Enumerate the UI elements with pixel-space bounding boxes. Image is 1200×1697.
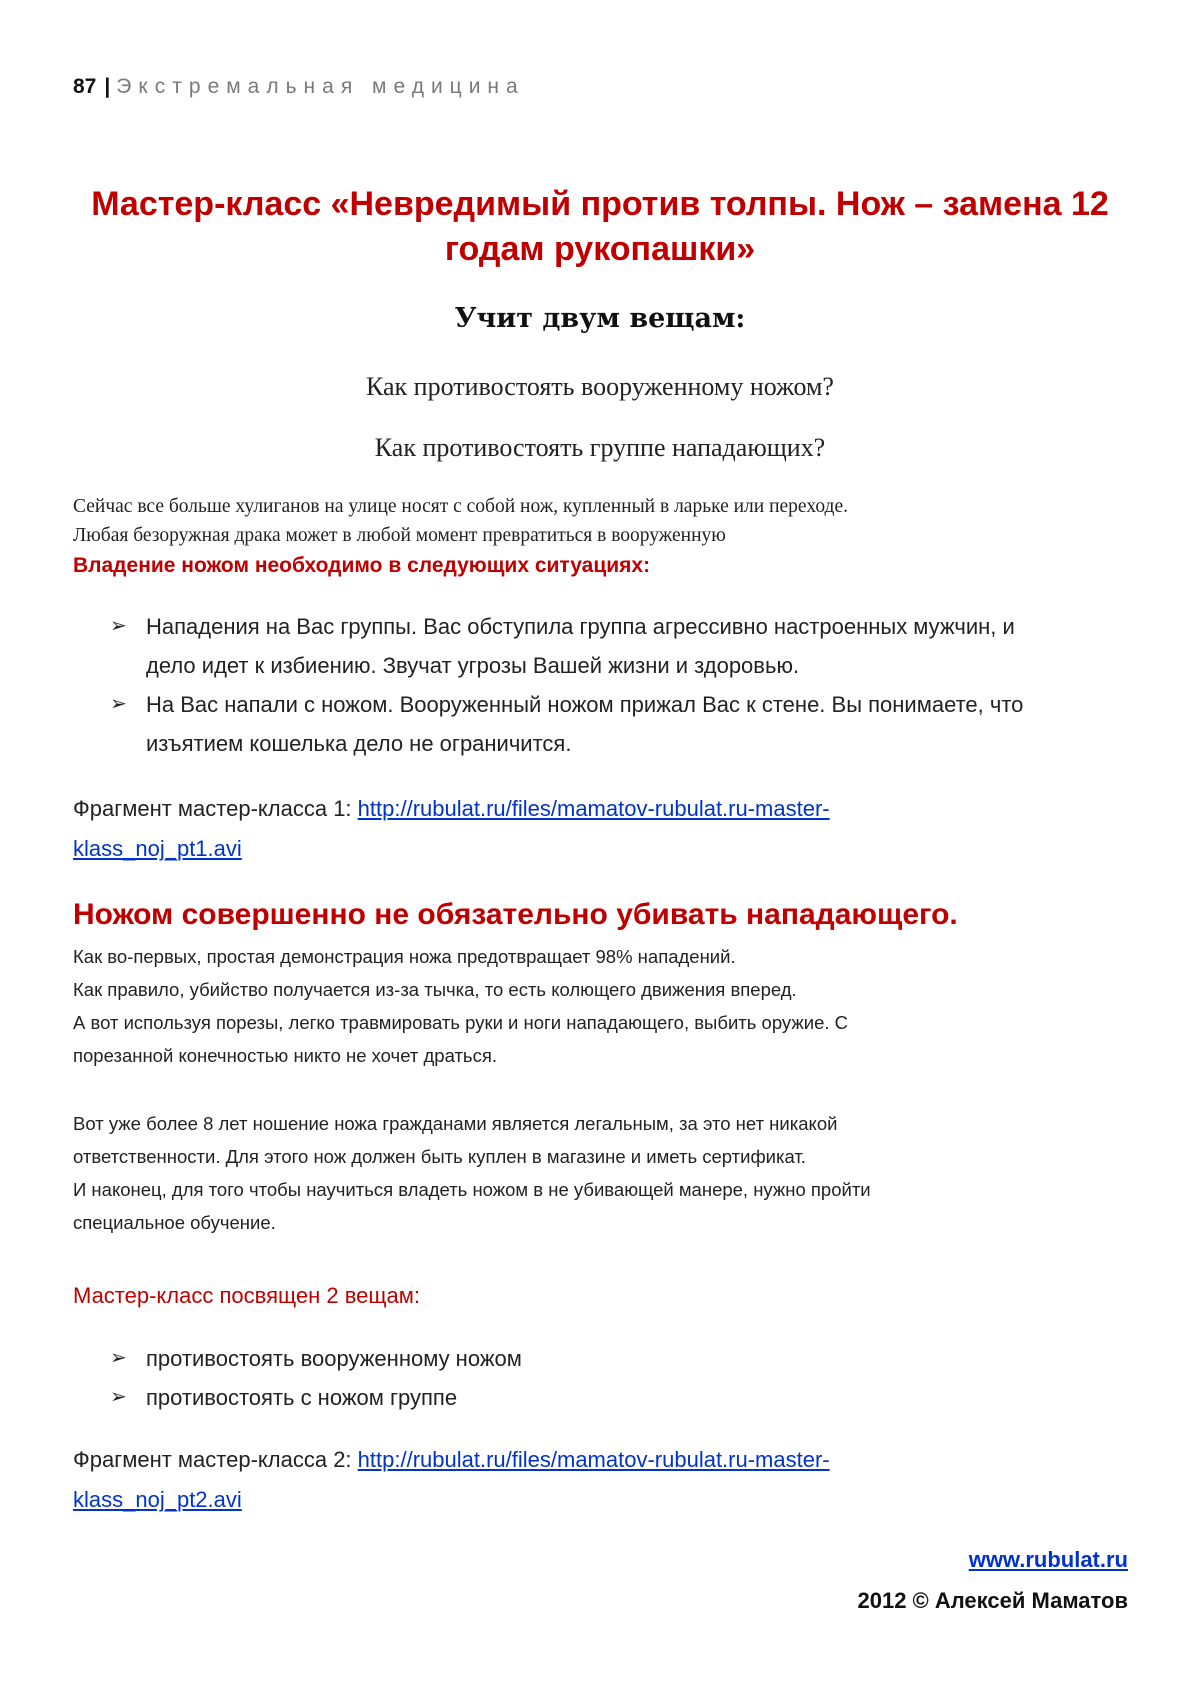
running-title: Экстремальная медицина <box>116 75 525 98</box>
question-2: Как противостоять группе нападающих? <box>374 433 826 462</box>
arrow-bullet-icon: ➢ <box>110 615 127 637</box>
fragment-1 <box>73 789 1133 869</box>
paragraph-line: ответственности. Для этого нож должен быть куплен в магазине и иметь сертификат. <box>73 1146 806 1167</box>
situations-list <box>110 607 1070 763</box>
header-separator: | <box>104 75 111 98</box>
fragment-2 <box>73 1440 1133 1520</box>
fragment-label: Фрагмент мастер-класса 1: <box>73 796 358 821</box>
website-link[interactable]: www.rubulat.ru <box>968 1547 1128 1572</box>
section-paragraph-1 <box>73 940 1073 1072</box>
page-title: Мастер-класс «Невредимый против толпы. Нож – замена 12 годам рукопашки» <box>91 185 1109 268</box>
paragraph-line: Как правило, убийство получается из-за тычка, то есть колющего движения вперед. <box>73 979 797 1000</box>
arrow-bullet-icon: ➢ <box>110 693 127 715</box>
running-header <box>73 74 525 100</box>
fragment-2-link[interactable]: http://rubulat.ru/files/mamatov-rubulat.ru-master- klass_noj_pt2.avi <box>73 1447 830 1512</box>
intro-line: Любая безоружная драка может в любой момент превратиться в вооруженную <box>73 525 726 546</box>
fragment-1-link[interactable]: http://rubulat.ru/files/mamatov-rubulat.ru-master- klass_noj_pt1.avi <box>73 796 830 861</box>
fragment-label: Фрагмент мастер-класса 2: <box>73 1447 358 1472</box>
arrow-bullet-icon: ➢ <box>110 1386 127 1408</box>
section-paragraph-2 <box>73 1107 1073 1239</box>
copyright: 2012 © Алексей Маматов <box>857 1588 1128 1613</box>
list-item <box>110 1378 1070 1417</box>
page-number: 87 <box>73 75 97 98</box>
list-item-text: На Вас напали с ножом. Вооруженный ножом прижал Вас к стене. Вы понимаете, что изъятием кошелька дело не ограничится. <box>146 692 1024 756</box>
question-1: Как противостоять вооруженному ножом? <box>366 372 834 401</box>
section-heading: Ножом совершенно не обязательно убивать нападающего. <box>73 898 958 931</box>
list-item-text: противостоять вооруженному ножом <box>146 1346 522 1371</box>
paragraph-line: Вот уже более 8 лет ношение ножа гражданами является легальным, за это нет никакой <box>73 1113 838 1134</box>
paragraph-line: порезанной конечностью никто не хочет драться. <box>73 1045 497 1066</box>
list-item <box>110 607 1070 685</box>
situations-heading: Владение ножом необходимо в следующих ситуациях: <box>73 554 651 577</box>
subtitle: Учит двум вещам: <box>454 303 746 334</box>
paragraph-line: И наконец, для того чтобы научиться владеть ножом в не убивающей манере, нужно пройти <box>73 1179 871 1200</box>
list-item <box>110 1339 1070 1378</box>
dedicated-list <box>110 1339 1070 1417</box>
list-item <box>110 685 1070 763</box>
paragraph-line: Как во-первых, простая демонстрация ножа предотвращает 98% нападений. <box>73 946 736 967</box>
intro-line: Сейчас все больше хулиганов на улице носят с собой нож, купленный в ларьке или переходе. <box>73 496 848 517</box>
paragraph-line: А вот используя порезы, легко травмировать руки и ноги нападающего, выбить оружие. С <box>73 1012 848 1033</box>
paragraph-line: специальное обучение. <box>73 1212 276 1233</box>
dedicated-heading: Мастер-класс посвящен 2 вещам: <box>73 1283 420 1308</box>
list-item-text: противостоять с ножом группе <box>146 1385 458 1410</box>
list-item-text: Нападения на Вас группы. Вас обступила группа агрессивно настроенных мужчин, и дело идет к избиению. Звучат угрозы Вашей жизни и здоровью. <box>146 614 1015 678</box>
arrow-bullet-icon: ➢ <box>110 1347 127 1369</box>
intro-paragraph <box>73 492 1153 550</box>
